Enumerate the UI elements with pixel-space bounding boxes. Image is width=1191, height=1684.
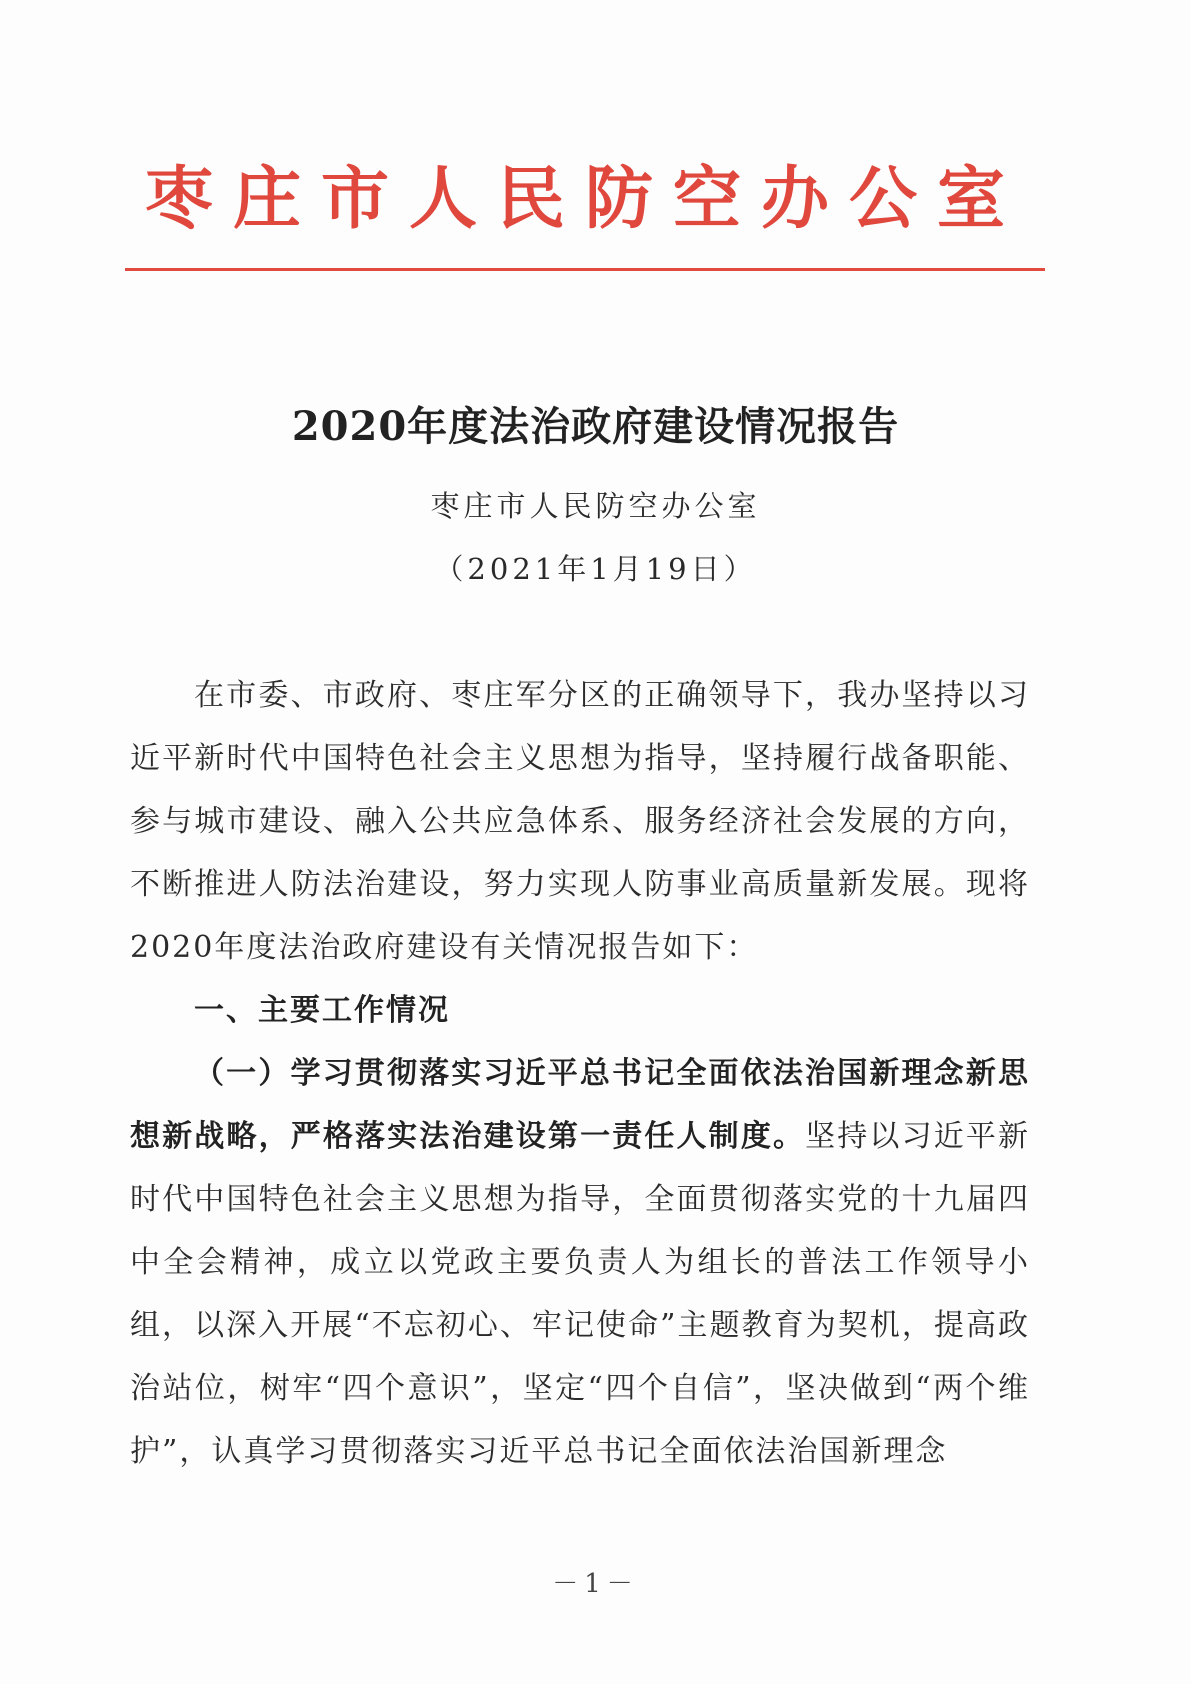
document-title: 2020年度法治政府建设情况报告 [291,403,900,450]
subsection-text: 坚持以习近平新时代中国特色社会主义思想为指导，全面贯彻落实党的十九届四中全会精神，成立以党政主要负责人为组长的普法工作领导小组，以深入开展“不忘初心、牢记使命”主题教育为契机，提高政治站位，树牢“四个意识”，坚定“四个自信”，坚决做到“两个维护”，认真学习贯彻落实习近平总书记全面依法治国新理念 [130,1119,1031,1469]
page-number: －1－ [552,1569,639,1599]
section-heading: 一、主要工作情况 [194,993,450,1028]
document-date: （2021年1月19日） [434,552,757,586]
document-issuer: 枣庄市人民防空办公室 [430,489,761,523]
subsection-paragraph [130,1042,1030,1483]
intro-paragraph: 在市委、市政府、枣庄军分区的正确领导下，我办坚持以习近平新时代中国特色社会主义思想为指导，坚持履行战备职能、参与城市建设、融入公共应急体系、服务经济社会发展的方向，不断推进人防法治建设，努力实现人防事业高质量新发展。现将2020年度法治政府建设有关情况报告如下： [130,678,1030,965]
letterhead-org-name: 枣庄市人民防空办公室 [144,159,1025,239]
document-body [130,664,1030,1483]
subsection-heading: （一）学习贯彻落实习近平总书记全面依法治国新理念新思想新战略，严格落实法治建设第一责任人制度。 [130,1056,1030,1154]
letterhead-red-rule [125,268,1045,271]
